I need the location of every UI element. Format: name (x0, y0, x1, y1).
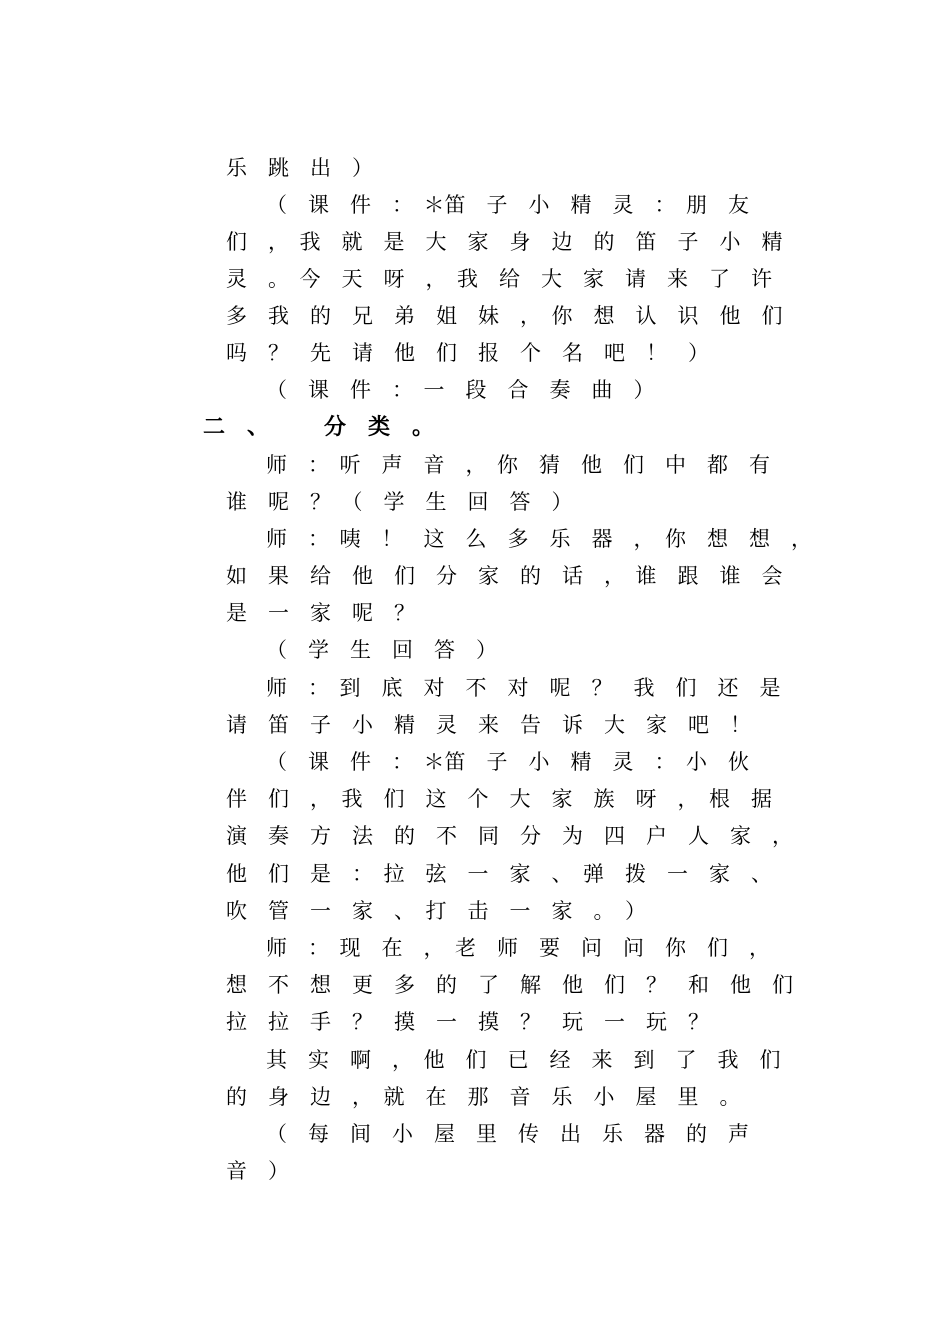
text-line: 其 实 啊 ， 他 们 已 经 来 到 了 我 们 (266, 1048, 781, 1072)
text-line: 音 ） (226, 1159, 289, 1183)
text-line: 拉 拉 手 ？ 摸 一 摸 ？ 玩 一 玩 ？ (226, 1010, 709, 1034)
text-line: （ 课 件 ： 一 段 合 奏 曲 ） (266, 378, 655, 402)
text-line: （ 课 件 ： ＊笛 子 小 精 灵 ： 朋 友 (266, 193, 749, 217)
text-line: 吹 管 一 家 、 打 击 一 家 。 ） (226, 899, 646, 923)
text-line: 想 不 想 更 多 的 了 解 他 们 ？ 和 他 们 (226, 973, 793, 997)
text-line: 师 ： 咦 ！ 这 么 多 乐 器 ， 你 想 想 ， (266, 527, 812, 551)
text-line: 师 ： 现 在 ， 老 师 要 问 问 你 们 ， (266, 936, 770, 960)
text-line: 请 笛 子 小 精 灵 来 告 诉 大 家 吧 ！ (226, 713, 751, 737)
text-line: 师 ： 到 底 对 不 对 呢 ？ 我 们 还 是 (266, 676, 781, 700)
text-line: 灵 。 今 天 呀 ， 我 给 大 家 请 来 了 许 (226, 267, 772, 291)
text-line: 师 ： 听 声 音 ， 你 猜 他 们 中 都 有 (266, 453, 770, 477)
text-line: 们 ， 我 就 是 大 家 身 边 的 笛 子 小 精 (226, 230, 783, 254)
text-line: 演 奏 方 法 的 不 同 分 为 四 户 人 家 ， (226, 824, 793, 848)
text-line: 他 们 是 ： 拉 弦 一 家 、 弹 拨 一 家 、 (226, 862, 772, 886)
text-line: 乐 跳 出 ） (226, 156, 373, 180)
text-line: 是 一 家 呢 ？ (226, 601, 415, 625)
section-heading: 二 、 分 类 。 (203, 414, 435, 440)
text-line: 多 我 的 兄 弟 姐 妹 ， 你 想 认 识 他 们 (226, 304, 783, 328)
text-line: 如 果 给 他 们 分 家 的 话 ， 谁 跟 谁 会 (226, 564, 783, 588)
text-line: 伴 们 ， 我 们 这 个 大 家 族 呀 ， 根 据 (226, 787, 772, 811)
text-line: （ 每 间 小 屋 里 传 出 乐 器 的 声 (266, 1122, 749, 1146)
text-line: 的 身 边 ， 就 在 那 音 乐 小 屋 里 。 (226, 1085, 741, 1109)
text-line: 谁 呢 ？ （ 学 生 回 答 ） (226, 490, 573, 514)
text-line: 吗 ？ 先 请 他 们 报 个 名 吧 ！ ） (226, 341, 709, 365)
text-line: （ 学 生 回 答 ） (266, 638, 497, 662)
text-line: （ 课 件 ： ＊笛 子 小 精 灵 ： 小 伙 (266, 750, 749, 774)
